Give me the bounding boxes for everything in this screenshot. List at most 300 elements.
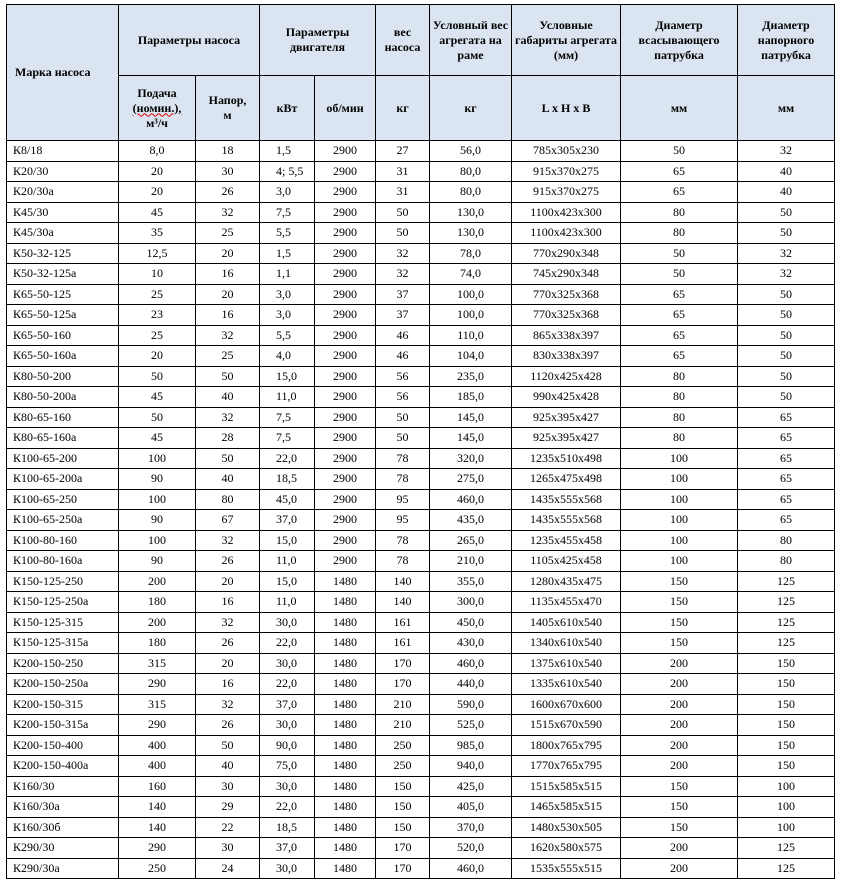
- power-cell: 22,0: [260, 633, 315, 654]
- dimensions-cell: 1280x435x475: [512, 571, 621, 592]
- pressure-diameter-cell: 125: [738, 858, 835, 879]
- header-suction-unit: мм: [621, 76, 738, 141]
- table-row: [7, 243, 835, 264]
- pump-brand-cell: К100-65-250а: [7, 510, 119, 531]
- table-row: [7, 674, 835, 695]
- pressure-diameter-cell: 125: [738, 838, 835, 859]
- pump-weight-cell: 250: [376, 735, 430, 756]
- unit-weight-cell: 130,0: [430, 202, 512, 223]
- suction-diameter-cell: 65: [621, 305, 738, 326]
- head-cell: 26: [196, 551, 260, 572]
- pump-brand-cell: К45/30: [7, 202, 119, 223]
- suction-diameter-cell: 200: [621, 756, 738, 777]
- rpm-cell: 2900: [315, 305, 376, 326]
- pump-brand-cell: К8/18: [7, 141, 119, 162]
- power-cell: 30,0: [260, 653, 315, 674]
- head-cell: 16: [196, 264, 260, 285]
- pump-brand-cell: К80-50-200а: [7, 387, 119, 408]
- unit-weight-cell: 145,0: [430, 428, 512, 449]
- suction-diameter-cell: 80: [621, 366, 738, 387]
- pump-brand-cell: К65-50-160: [7, 325, 119, 346]
- rpm-cell: 2900: [315, 243, 376, 264]
- dimensions-cell: 1600x670x600: [512, 694, 621, 715]
- table-row: [7, 817, 835, 838]
- pump-brand-cell: К160/30: [7, 776, 119, 797]
- pump-brand-cell: К100-80-160а: [7, 551, 119, 572]
- pump-weight-cell: 95: [376, 489, 430, 510]
- head-cell: 16: [196, 305, 260, 326]
- dimensions-cell: 1515x585x515: [512, 776, 621, 797]
- dimensions-cell: 1405x610x540: [512, 612, 621, 633]
- header-unit-weight: Условный вес агрегата на раме: [430, 5, 512, 76]
- head-cell: 20: [196, 284, 260, 305]
- pressure-diameter-cell: 65: [738, 510, 835, 531]
- rpm-cell: 1480: [315, 715, 376, 736]
- suction-diameter-cell: 200: [621, 694, 738, 715]
- header-suction-diameter: Диаметр всасывающего патрубка: [621, 5, 738, 76]
- pump-brand-cell: К65-50-125: [7, 284, 119, 305]
- suction-diameter-cell: 200: [621, 838, 738, 859]
- table-row: [7, 346, 835, 367]
- table-row: [7, 510, 835, 531]
- pump-weight-cell: 78: [376, 551, 430, 572]
- pressure-diameter-cell: 65: [738, 428, 835, 449]
- suction-diameter-cell: 50: [621, 243, 738, 264]
- suction-diameter-cell: 65: [621, 325, 738, 346]
- pump-weight-cell: 50: [376, 407, 430, 428]
- dimensions-cell: 1620x580x575: [512, 838, 621, 859]
- unit-weight-cell: 104,0: [430, 346, 512, 367]
- unit-weight-cell: 525,0: [430, 715, 512, 736]
- pump-weight-cell: 150: [376, 797, 430, 818]
- pressure-diameter-cell: 150: [738, 653, 835, 674]
- suction-diameter-cell: 150: [621, 633, 738, 654]
- power-cell: 30,0: [260, 612, 315, 633]
- suction-diameter-cell: 80: [621, 407, 738, 428]
- unit-weight-cell: 320,0: [430, 448, 512, 469]
- head-cell: 50: [196, 448, 260, 469]
- rpm-cell: 2900: [315, 141, 376, 162]
- suction-diameter-cell: 150: [621, 612, 738, 633]
- pump-weight-cell: 37: [376, 284, 430, 305]
- dimensions-cell: 1375x610x540: [512, 653, 621, 674]
- flow-cell: 160: [119, 776, 196, 797]
- rpm-cell: 2900: [315, 510, 376, 531]
- suction-diameter-cell: 200: [621, 735, 738, 756]
- dimensions-cell: 1135x455x470: [512, 592, 621, 613]
- pressure-diameter-cell: 50: [738, 284, 835, 305]
- pressure-diameter-cell: 100: [738, 797, 835, 818]
- header-flow-line1: Подача: [137, 85, 177, 100]
- unit-weight-cell: 520,0: [430, 838, 512, 859]
- table-row: [7, 264, 835, 285]
- rpm-cell: 2900: [315, 469, 376, 490]
- head-cell: 30: [196, 161, 260, 182]
- pressure-diameter-cell: 65: [738, 489, 835, 510]
- flow-cell: 20: [119, 346, 196, 367]
- pump-brand-cell: К50-32-125: [7, 243, 119, 264]
- suction-diameter-cell: 150: [621, 776, 738, 797]
- head-cell: 16: [196, 592, 260, 613]
- power-cell: 1,1: [260, 264, 315, 285]
- suction-diameter-cell: 100: [621, 448, 738, 469]
- suction-diameter-cell: 100: [621, 469, 738, 490]
- power-cell: 90,0: [260, 735, 315, 756]
- table-row: [7, 489, 835, 510]
- pump-weight-cell: 27: [376, 141, 430, 162]
- suction-diameter-cell: 80: [621, 223, 738, 244]
- rpm-cell: 2900: [315, 284, 376, 305]
- dimensions-cell: 1465x585x515: [512, 797, 621, 818]
- rpm-cell: 1480: [315, 653, 376, 674]
- header-head-line2: м: [223, 108, 232, 122]
- pump-brand-cell: К100-65-200: [7, 448, 119, 469]
- header-dimensions-unit: L x H x B: [512, 76, 621, 141]
- pump-weight-cell: 32: [376, 264, 430, 285]
- pressure-diameter-cell: 50: [738, 223, 835, 244]
- pressure-diameter-cell: 32: [738, 141, 835, 162]
- head-cell: 40: [196, 387, 260, 408]
- suction-diameter-cell: 80: [621, 387, 738, 408]
- pump-weight-cell: 95: [376, 510, 430, 531]
- rpm-cell: 2900: [315, 387, 376, 408]
- flow-cell: 250: [119, 858, 196, 879]
- header-pump-weight-unit: кг: [376, 76, 430, 141]
- pump-brand-cell: К100-80-160: [7, 530, 119, 551]
- flow-cell: 45: [119, 202, 196, 223]
- pump-brand-cell: К290/30а: [7, 858, 119, 879]
- dimensions-cell: 1535x555x515: [512, 858, 621, 879]
- pump-weight-cell: 56: [376, 387, 430, 408]
- dimensions-cell: 1340x610x540: [512, 633, 621, 654]
- head-cell: 22: [196, 817, 260, 838]
- table-row: [7, 202, 835, 223]
- dimensions-cell: 1265x475x498: [512, 469, 621, 490]
- unit-weight-cell: 460,0: [430, 858, 512, 879]
- head-cell: 18: [196, 141, 260, 162]
- head-cell: 26: [196, 182, 260, 203]
- rpm-cell: 2900: [315, 428, 376, 449]
- power-cell: 37,0: [260, 838, 315, 859]
- head-cell: 32: [196, 202, 260, 223]
- pump-brand-cell: К150-125-250: [7, 571, 119, 592]
- flow-cell: 140: [119, 817, 196, 838]
- pressure-diameter-cell: 40: [738, 182, 835, 203]
- pressure-diameter-cell: 50: [738, 346, 835, 367]
- power-cell: 4; 5,5: [260, 161, 315, 182]
- header-head-line1: Напор,: [208, 93, 247, 107]
- unit-weight-cell: 80,0: [430, 182, 512, 203]
- flow-cell: 90: [119, 551, 196, 572]
- power-cell: 22,0: [260, 448, 315, 469]
- head-cell: 24: [196, 858, 260, 879]
- unit-weight-cell: 440,0: [430, 674, 512, 695]
- head-cell: 32: [196, 407, 260, 428]
- pressure-diameter-cell: 50: [738, 366, 835, 387]
- dimensions-cell: 1235x510x498: [512, 448, 621, 469]
- flow-cell: 200: [119, 612, 196, 633]
- dimensions-cell: 1120x425x428: [512, 366, 621, 387]
- pump-brand-cell: К150-125-315: [7, 612, 119, 633]
- power-cell: 11,0: [260, 592, 315, 613]
- dimensions-cell: 1100x423x300: [512, 202, 621, 223]
- suction-diameter-cell: 50: [621, 264, 738, 285]
- header-flow-line3: м³/ч: [146, 115, 168, 130]
- dimensions-cell: 770x290x348: [512, 243, 621, 264]
- pump-brand-cell: К200-150-250а: [7, 674, 119, 695]
- suction-diameter-cell: 80: [621, 202, 738, 223]
- power-cell: 7,5: [260, 202, 315, 223]
- pump-brand-cell: К200-150-250: [7, 653, 119, 674]
- pressure-diameter-cell: 50: [738, 387, 835, 408]
- pressure-diameter-cell: 150: [738, 694, 835, 715]
- head-cell: 30: [196, 776, 260, 797]
- head-cell: 20: [196, 571, 260, 592]
- table-row: [7, 735, 835, 756]
- pressure-diameter-cell: 125: [738, 592, 835, 613]
- power-cell: 15,0: [260, 530, 315, 551]
- flow-cell: 20: [119, 182, 196, 203]
- table-row: [7, 284, 835, 305]
- suction-diameter-cell: 150: [621, 571, 738, 592]
- unit-weight-cell: 460,0: [430, 653, 512, 674]
- suction-diameter-cell: 100: [621, 551, 738, 572]
- dimensions-cell: 1800x765x795: [512, 735, 621, 756]
- unit-weight-cell: 74,0: [430, 264, 512, 285]
- pump-weight-cell: 37: [376, 305, 430, 326]
- head-cell: 26: [196, 633, 260, 654]
- flow-cell: 45: [119, 428, 196, 449]
- pump-weight-cell: 78: [376, 448, 430, 469]
- pressure-diameter-cell: 50: [738, 325, 835, 346]
- head-cell: 29: [196, 797, 260, 818]
- header-unit-weight-unit: кг: [430, 76, 512, 141]
- flow-cell: 25: [119, 284, 196, 305]
- header-flow: [119, 76, 196, 141]
- pump-weight-cell: 170: [376, 653, 430, 674]
- rpm-cell: 2900: [315, 530, 376, 551]
- table-row: [7, 715, 835, 736]
- pump-brand-cell: К45/30а: [7, 223, 119, 244]
- flow-cell: 200: [119, 571, 196, 592]
- suction-diameter-cell: 65: [621, 182, 738, 203]
- unit-weight-cell: 985,0: [430, 735, 512, 756]
- flow-cell: 100: [119, 489, 196, 510]
- rpm-cell: 1480: [315, 633, 376, 654]
- pump-weight-cell: 140: [376, 592, 430, 613]
- pump-weight-cell: 56: [376, 366, 430, 387]
- pump-brand-cell: К150-125-315а: [7, 633, 119, 654]
- header-pump-weight: вес насоса: [376, 5, 430, 76]
- dimensions-cell: 770x325x368: [512, 284, 621, 305]
- dimensions-cell: 1235x455x458: [512, 530, 621, 551]
- power-cell: 3,0: [260, 182, 315, 203]
- table-row: [7, 182, 835, 203]
- header-pressure-diameter: Диаметр напорного патрубка: [738, 5, 835, 76]
- pump-weight-cell: 50: [376, 428, 430, 449]
- power-cell: 22,0: [260, 797, 315, 818]
- pressure-diameter-cell: 50: [738, 305, 835, 326]
- pump-brand-cell: К80-65-160а: [7, 428, 119, 449]
- unit-weight-cell: 370,0: [430, 817, 512, 838]
- dimensions-cell: 1100x423x300: [512, 223, 621, 244]
- pump-weight-cell: 50: [376, 223, 430, 244]
- unit-weight-cell: 210,0: [430, 551, 512, 572]
- table-row: [7, 838, 835, 859]
- flow-cell: 10: [119, 264, 196, 285]
- pressure-diameter-cell: 100: [738, 817, 835, 838]
- table-row: [7, 756, 835, 777]
- rpm-cell: 1480: [315, 735, 376, 756]
- pressure-diameter-cell: 65: [738, 448, 835, 469]
- pump-weight-cell: 161: [376, 612, 430, 633]
- flow-cell: 90: [119, 469, 196, 490]
- unit-weight-cell: 235,0: [430, 366, 512, 387]
- table-row: [7, 776, 835, 797]
- pump-spec-table: [6, 4, 835, 879]
- rpm-cell: 2900: [315, 346, 376, 367]
- header-flow-line2: (номин.),: [132, 100, 182, 115]
- head-cell: 80: [196, 489, 260, 510]
- power-cell: 3,0: [260, 305, 315, 326]
- pump-weight-cell: 46: [376, 346, 430, 367]
- unit-weight-cell: 435,0: [430, 510, 512, 531]
- flow-cell: 315: [119, 653, 196, 674]
- power-cell: 18,5: [260, 469, 315, 490]
- head-cell: 16: [196, 674, 260, 695]
- pump-brand-cell: К50-32-125а: [7, 264, 119, 285]
- rpm-cell: 1480: [315, 797, 376, 818]
- flow-cell: 8,0: [119, 141, 196, 162]
- dimensions-cell: 915x370x275: [512, 182, 621, 203]
- head-cell: 32: [196, 325, 260, 346]
- flow-cell: 45: [119, 387, 196, 408]
- pump-weight-cell: 161: [376, 633, 430, 654]
- pump-weight-cell: 170: [376, 858, 430, 879]
- head-cell: 50: [196, 735, 260, 756]
- table-body: [7, 141, 835, 879]
- head-cell: 20: [196, 243, 260, 264]
- suction-diameter-cell: 65: [621, 346, 738, 367]
- suction-diameter-cell: 150: [621, 797, 738, 818]
- header-motor-params: Параметры двигателя: [260, 5, 376, 76]
- power-cell: 11,0: [260, 387, 315, 408]
- suction-diameter-cell: 50: [621, 141, 738, 162]
- suction-diameter-cell: 150: [621, 817, 738, 838]
- unit-weight-cell: 590,0: [430, 694, 512, 715]
- table-row: [7, 653, 835, 674]
- head-cell: 30: [196, 838, 260, 859]
- unit-weight-cell: 355,0: [430, 571, 512, 592]
- power-cell: 15,0: [260, 366, 315, 387]
- table-row: [7, 469, 835, 490]
- power-cell: 45,0: [260, 489, 315, 510]
- flow-cell: 12,5: [119, 243, 196, 264]
- pressure-diameter-cell: 80: [738, 530, 835, 551]
- flow-cell: 400: [119, 735, 196, 756]
- power-cell: 11,0: [260, 551, 315, 572]
- suction-diameter-cell: 150: [621, 592, 738, 613]
- header-head: [196, 76, 260, 141]
- dimensions-cell: 925x395x427: [512, 407, 621, 428]
- flow-cell: 400: [119, 756, 196, 777]
- pump-weight-cell: 78: [376, 469, 430, 490]
- rpm-cell: 2900: [315, 407, 376, 428]
- pressure-diameter-cell: 150: [738, 715, 835, 736]
- unit-weight-cell: 100,0: [430, 284, 512, 305]
- table-row: [7, 592, 835, 613]
- rpm-cell: 2900: [315, 223, 376, 244]
- pump-brand-cell: К100-65-250: [7, 489, 119, 510]
- flow-cell: 315: [119, 694, 196, 715]
- pump-weight-cell: 170: [376, 838, 430, 859]
- dimensions-cell: 1480x530x505: [512, 817, 621, 838]
- table-row: [7, 223, 835, 244]
- rpm-cell: 2900: [315, 161, 376, 182]
- flow-cell: 20: [119, 161, 196, 182]
- rpm-cell: 2900: [315, 448, 376, 469]
- table-row: [7, 141, 835, 162]
- dimensions-cell: 925x395x427: [512, 428, 621, 449]
- pump-brand-cell: К100-65-200а: [7, 469, 119, 490]
- pressure-diameter-cell: 32: [738, 243, 835, 264]
- dimensions-cell: 745x290x348: [512, 264, 621, 285]
- pump-brand-cell: К80-50-200: [7, 366, 119, 387]
- unit-weight-cell: 275,0: [430, 469, 512, 490]
- suction-diameter-cell: 200: [621, 653, 738, 674]
- pump-weight-cell: 250: [376, 756, 430, 777]
- dimensions-cell: 785x305x230: [512, 141, 621, 162]
- head-cell: 67: [196, 510, 260, 531]
- suction-diameter-cell: 200: [621, 715, 738, 736]
- head-cell: 40: [196, 756, 260, 777]
- pump-weight-cell: 210: [376, 715, 430, 736]
- power-cell: 37,0: [260, 694, 315, 715]
- power-cell: 4,0: [260, 346, 315, 367]
- table-row: [7, 366, 835, 387]
- pump-brand-cell: К150-125-250а: [7, 592, 119, 613]
- power-cell: 1,5: [260, 141, 315, 162]
- suction-diameter-cell: 80: [621, 428, 738, 449]
- pressure-diameter-cell: 50: [738, 202, 835, 223]
- head-cell: 32: [196, 694, 260, 715]
- unit-weight-cell: 100,0: [430, 305, 512, 326]
- rpm-cell: 2900: [315, 551, 376, 572]
- power-cell: 3,0: [260, 284, 315, 305]
- table-row: [7, 858, 835, 879]
- rpm-cell: 2900: [315, 325, 376, 346]
- pump-weight-cell: 210: [376, 694, 430, 715]
- rpm-cell: 2900: [315, 264, 376, 285]
- pressure-diameter-cell: 65: [738, 407, 835, 428]
- pump-weight-cell: 170: [376, 674, 430, 695]
- unit-weight-cell: 405,0: [430, 797, 512, 818]
- dimensions-cell: 1770x765x795: [512, 756, 621, 777]
- pump-spec-table-container: [6, 4, 835, 879]
- suction-diameter-cell: 65: [621, 161, 738, 182]
- head-cell: 28: [196, 428, 260, 449]
- flow-cell: 25: [119, 325, 196, 346]
- dimensions-cell: 1335x610x540: [512, 674, 621, 695]
- unit-weight-cell: 940,0: [430, 756, 512, 777]
- dimensions-cell: 1435x555x568: [512, 510, 621, 531]
- table-row: [7, 694, 835, 715]
- pressure-diameter-cell: 80: [738, 551, 835, 572]
- rpm-cell: 1480: [315, 756, 376, 777]
- rpm-cell: 1480: [315, 817, 376, 838]
- pump-weight-cell: 46: [376, 325, 430, 346]
- rpm-cell: 2900: [315, 366, 376, 387]
